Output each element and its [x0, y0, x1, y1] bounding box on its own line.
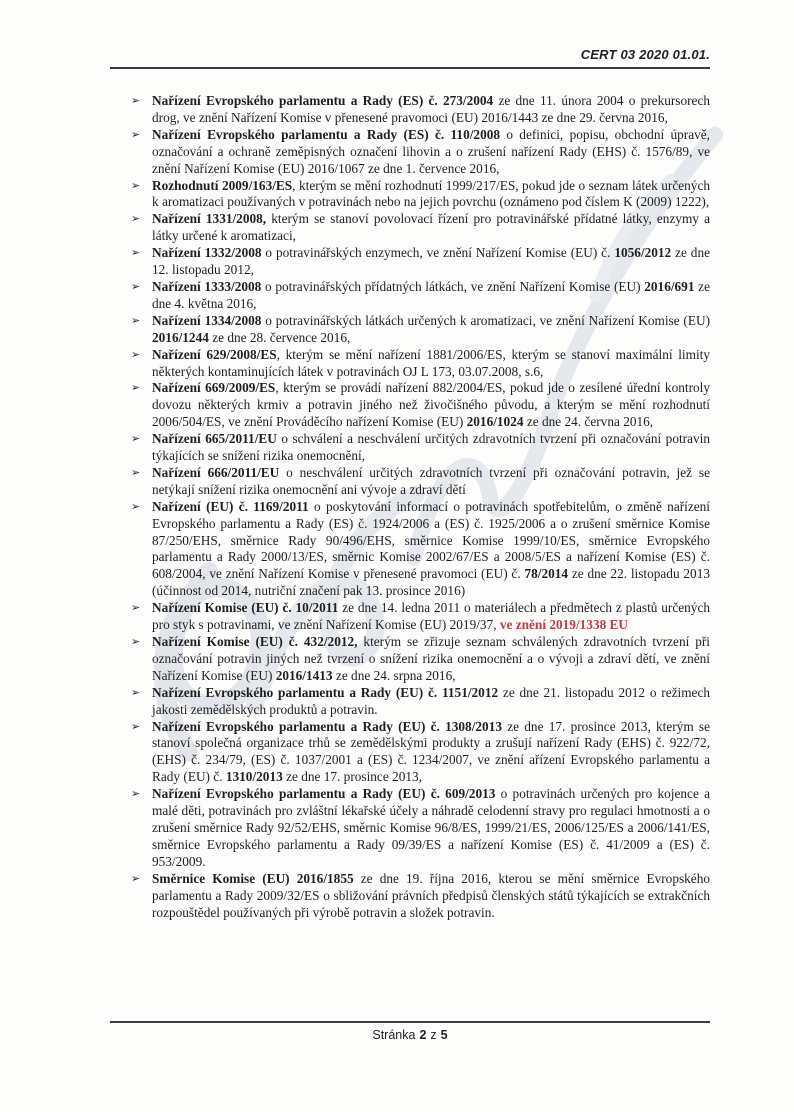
bullet-arrow-icon: ➢: [131, 500, 141, 513]
regulation-text: o potravinářských enzymech, ve znění Nařízení Komise (EU) č.: [261, 245, 615, 261]
regulation-title: 2016/691: [644, 278, 695, 294]
regulation-title: Nařízení 629/2008/ES: [152, 346, 277, 362]
footer-of-label: z: [430, 1028, 437, 1042]
bullet-arrow-icon: ➢: [131, 720, 141, 733]
regulation-text: , kterým se mění rozhodnutí 1999/217/ES, pokud jde o seznam látek určených k aromatizaci používaných v potravinách nebo na jejich povrchu (oznámeno pod číslem K (2009) 1222),: [152, 177, 710, 210]
regulation-title: 2016/1024: [466, 414, 524, 430]
document-footer: [110, 1021, 710, 1042]
regulation-text: ze dne 4. května 2016,: [152, 278, 710, 311]
regulation-title: Rozhodnutí 2009/163/ES: [152, 177, 293, 193]
list-item: [110, 178, 710, 212]
regulation-text: o potravinářských přídatných látkách, ve znění Nařízení Komise (EU): [261, 278, 645, 294]
bullet-arrow-icon: ➢: [131, 247, 141, 260]
list-item: [110, 685, 710, 719]
regulation-text: ze dne 12. listopadu 2012,: [152, 245, 710, 278]
list-item: [110, 719, 710, 787]
bullet-arrow-icon: ➢: [131, 466, 141, 479]
regulation-text: o poskytování informací o potravinách spotřebitelům, o změně nařízení Evropského parlamentu a Rady (ES) č. 1924/2006 a (ES) č. 1925/2006 a o zrušení směrnice Komise 87/250/EHS, směrnice Rady 90/496/EHS, směrnice Komise 1999/10/ES, směrnice Evropského parlamentu a Rady 2000/13/ES, směrnic Komise 2002/67/ES a 2008/5/ES a nařízení Komise (ES) č. 608/2004, ve znění Nařízení Komise v přenesené pravomoci (EU) č.: [152, 498, 711, 582]
footer-page-total: 5: [440, 1028, 448, 1042]
regulation-title: 2016/1413: [275, 667, 333, 683]
regulation-title: 1310/2013: [225, 769, 283, 785]
regulation-title: Nařízení Evropského parlamentu a Rady (ES) č. 273/2004: [152, 93, 494, 108]
bullet-arrow-icon: ➢: [131, 179, 141, 192]
regulation-text: ze dne 28. července 2016,: [208, 329, 351, 345]
amendment-note-red: ve znění 2019/1338 EU: [499, 617, 629, 633]
regulation-title: Nařízení Komise (EU) č. 10/2011: [152, 600, 339, 616]
regulation-title: Směrnice Komise (EU) 2016/1855: [152, 870, 354, 886]
bullet-arrow-icon: ➢: [131, 213, 141, 226]
list-item: [110, 211, 710, 245]
bullet-arrow-icon: ➢: [131, 95, 141, 107]
list-item: [110, 245, 710, 279]
regulation-text: o neschválení určitých zdravotních tvrzení při označování potravin, jež se netýkají snížení rizika onemocnění ani vývoje a zdraví dětí: [152, 464, 710, 497]
list-item: [110, 93, 710, 127]
regulation-text: ze dne 19. října 2016, kterou se mění směrnice Evropského parlamentu a Rady 2009/32/ES o sbližování právních předpisů členských států týkajících se extrakčních rozpouštědel používaných při výrobě potravin a složek potravin.: [152, 870, 710, 920]
regulation-title: 2016/1244: [152, 329, 209, 345]
regulation-title: Nařízení 1332/2008: [152, 245, 262, 261]
regulation-text: ze dne 21. listopadu 2012 o režimech jakosti zemědělských produktů a potravin.: [152, 684, 710, 717]
list-item: [110, 465, 710, 499]
regulation-text: ze dne 17. prosince 2013,: [282, 769, 422, 785]
page-content: [110, 0, 710, 921]
regulation-text: ze dne 17. prosince 2013, kterým se stanoví společná organizace trhů se zemědělskými produkty a zrušují nařízení Rady (EHS) č. 922/72, (EHS) č. 234/79, (ES) č. 1037/2001 a (ES) č. 1234/2007, ve znění ařízení Evropského parlamentu a Rady (EU) č.: [152, 718, 710, 785]
regulation-title: Nařízení Evropského parlamentu a Rady (EU) č. 1151/2012: [152, 684, 499, 700]
regulation-text: o definici, popisu, obchodní úpravě, označování a ochraně zeměpisných označení lihovin a o zrušení nařízení Rady (EHS) č. 1576/89, ve znění Nařízení Komise (EU) 2016/1067 ze dne 1. července 2016,: [152, 126, 710, 176]
regulation-title: Nařízení (EU) č. 1169/2011: [152, 498, 309, 514]
list-item: [110, 871, 710, 922]
regulation-text: ze dne 11. února 2004 o prekursorech drog, ve znění Nařízení Komise v přenesené pravomoci (EU) 2016/1443 ze dne 29. června 2016,: [152, 93, 710, 125]
bullet-arrow-icon: ➢: [131, 602, 141, 615]
regulation-title: Nařízení 1331/2008,: [152, 211, 267, 227]
list-item: [110, 431, 710, 465]
document-header: [110, 0, 710, 69]
bullet-arrow-icon: ➢: [131, 636, 141, 648]
regulation-text: ze dne 24. června 2016,: [523, 414, 654, 430]
list-item: [110, 313, 710, 347]
bullet-arrow-icon: ➢: [131, 433, 141, 446]
list-item: [110, 499, 710, 600]
regulation-text: ze dne 14. ledna 2011 o materiálech a předmětech z plastů určených pro styk s potravinami, ve znění Nařízení Komise (EU) 2019/37,: [152, 600, 710, 633]
regulation-title: Nařízení Evropského parlamentu a Rady (EU) č. 609/2013: [152, 786, 496, 802]
list-item: [110, 347, 710, 381]
regulation-title: 78/2014: [524, 566, 569, 582]
regulation-text: , kterým se mění nařízení 1881/2006/ES, kterým se stanoví maximální limity některých kontaminujících látek v potravinách OJ L 173, 03.07.2008, s.6,: [152, 346, 710, 379]
regulation-text: ze dne 22. listopadu 2013 (účinnost od 2014, nutriční značení pak 13. prosince 2016): [152, 566, 710, 599]
footer-page-label: Stránka: [372, 1028, 416, 1042]
regulation-title: Nařízení Komise (EU) č. 432/2012,: [152, 634, 358, 649]
bullet-arrow-icon: ➢: [131, 128, 141, 141]
list-item: [110, 127, 710, 178]
regulation-title: Nařízení 666/2011/EU: [152, 464, 280, 480]
regulation-title: Nařízení 669/2009/ES: [152, 380, 276, 396]
regulation-text: kterým se stanoví povolovací řízení pro potravinářské přídatné látky, enzymy a látky určené k aromatizaci,: [152, 211, 710, 244]
bullet-arrow-icon: ➢: [131, 788, 141, 801]
regulation-title: Nařízení Evropského parlamentu a Rady (ES) č. 110/2008: [152, 126, 501, 142]
bullet-arrow-icon: ➢: [131, 348, 141, 361]
bullet-arrow-icon: ➢: [131, 314, 141, 327]
document-code: CERT 03 2020 01.01.: [580, 47, 710, 62]
footer-page-number: 2: [419, 1028, 427, 1042]
list-item: [110, 380, 710, 431]
regulation-title: Nařízení Evropského parlamentu a Rady (EU) č. 1308/2013: [152, 718, 502, 734]
regulation-text: kterým se zřizuje seznam schválených zdravotních tvrzení při označování potravin jiných než tvrzení o snížení rizika onemocnění a o vývoji a zdraví dětí, ve znění Nařízení Komise (EU): [152, 634, 710, 683]
bullet-arrow-icon: ➢: [131, 686, 141, 699]
bullet-arrow-icon: ➢: [131, 382, 141, 395]
regulation-text: , kterým se provádí nařízení 882/2004/ES, pokud jde o zesílené úřední kontroly dovozu některých krmiv a potravin jiného než živočišného původu, a kterým se mění rozhodnutí 2006/504/ES, ve znění Prováděcího nařízení Komise (EU): [152, 380, 710, 430]
list-item: [110, 279, 710, 313]
regulation-text: ze dne 24. srpna 2016,: [332, 667, 456, 683]
bullet-arrow-icon: ➢: [131, 280, 141, 293]
bullet-arrow-icon: ➢: [131, 872, 141, 885]
regulation-title: Nařízení 1334/2008: [152, 312, 262, 328]
regulation-text: o potravinách určených pro kojence a malé děti, potravinách pro zvláštní lékařské účely a náhradě celodenní stravy pro regulaci hmotnosti a o zrušení směrnice Rady 92/52/EHS, směrnic Komise 96/8/ES, 1999/21/ES, 2006/125/ES a 2006/141/ES, směrnice Evropského parlamentu a Rady 09/39/ES a nařízení Komise (ES) č. 41/2009 a (ES) č. 953/2009.: [152, 786, 710, 869]
regulation-title: Nařízení 665/2011/EU: [152, 431, 277, 447]
list-item: [110, 600, 710, 634]
regulation-list: [110, 69, 710, 921]
regulation-title: Nařízení 1333/2008: [152, 278, 262, 294]
regulation-text: o schválení a neschválení určitých zdravotních tvrzení při označování potravin týkajících se snížení rizika onemocnění,: [152, 431, 710, 464]
regulation-title: 1056/2012: [614, 245, 672, 261]
regulation-text: o potravinářských látkách určených k aromatizaci, ve znění Nařízení Komise (EU): [261, 312, 710, 328]
list-item: [110, 634, 710, 685]
list-item: [110, 786, 710, 871]
